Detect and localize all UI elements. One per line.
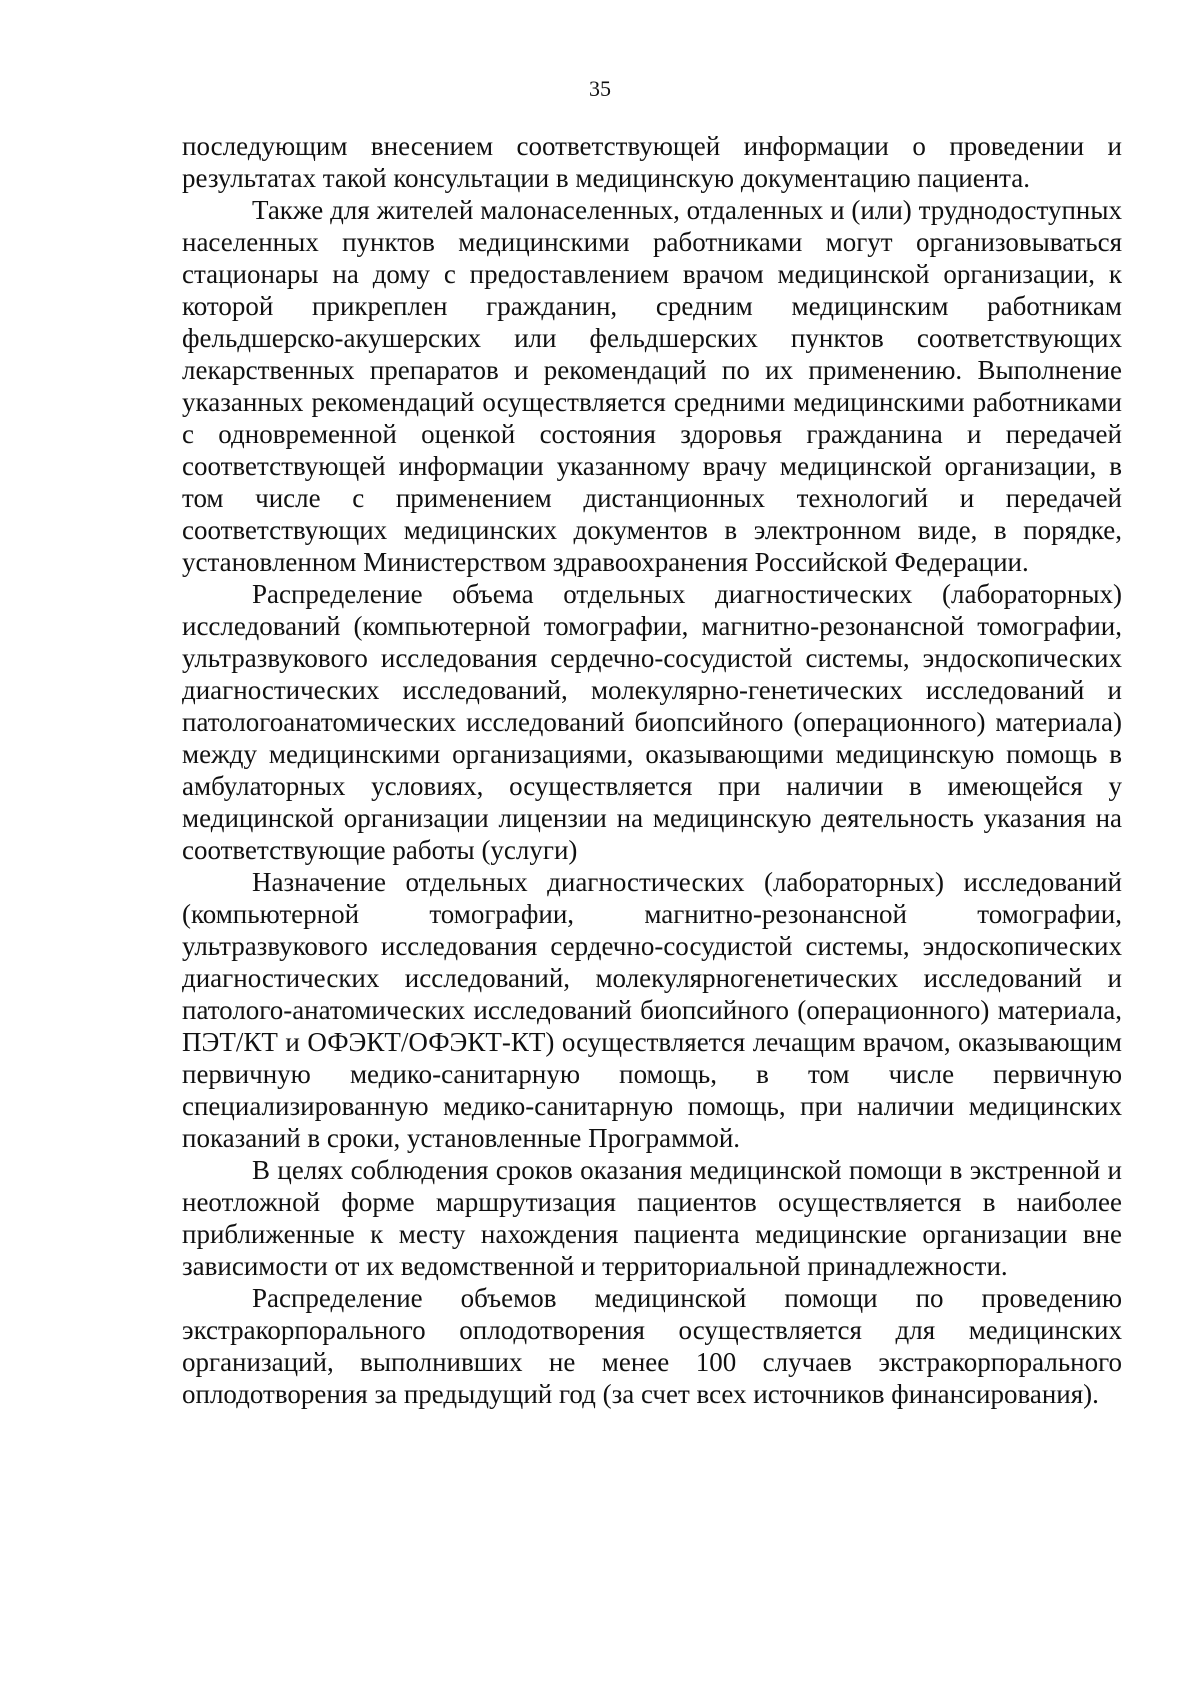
paragraph-diagnostic-prescription: Назначение отдельных диагностических (лабораторных) исследований (компьютерной томографии, магнитно-резонансной томографии, ультразвукового исследования сердечно-сосудистой системы, эндоскопических диагностических исследований, молекулярногенетических исследований и патолого-анатомических исследований биопсийного (операционного) материала, ПЭТ/КТ и ОФЭКТ/ОФЭКТ-КТ) осуществляется лечащим врачом, оказывающим первичную медико-санитарную помощь, в том числе первичную специализированную медико-санитарную помощь, при наличии медицинских показаний в сроки, установленные Программой.: [182, 867, 1122, 1153]
paragraph-diagnostic-distribution: Распределение объема отдельных диагностических (лабораторных) исследований (компьютерной томографии, магнитно-резонансной томографии, ультразвукового исследования сердечно-сосудистой системы, эндоскопических диагностических исследований, молекулярно-генетических исследований и патологоанатомических исследований биопсийного (операционного) материала) между медицинскими организациями, оказывающими медицинскую помощь в амбулаторных условиях, осуществляется при наличии в имеющейся у медицинской организации лицензии на медицинскую деятельность указания на соответствующие работы (услуги): [182, 579, 1122, 865]
paragraph-home-hospitals: Также для жителей малонаселенных, отдаленных и (или) труднодоступных населенных пунктов медицинскими работниками могут организовываться стационары на дому с предоставлением врачом медицинской организации, к которой прикреплен гражданин, средним медицинским работникам фельдшерско-акушерских или фельдшерских пунктов соответствующих лекарственных препаратов и рекомендаций по их применению. Выполнение указанных рекомендаций осуществляется средними медицинскими работниками с одновременной оценкой состояния здоровья гражданина и передачей соответствующей информации указанному врачу медицинской организации, в том числе с применением дистанционных технологий и передачей соответствующих медицинских документов в электронном виде, в порядке, установленном Министерством здравоохранения Российской Федерации.: [182, 195, 1122, 577]
page-number: 35: [589, 76, 611, 101]
paragraph-continuation: последующим внесением соответствующей информации о проведении и результатах такой консультации в медицинскую документацию пациента.: [182, 131, 1122, 193]
document-body: [182, 130, 1122, 1410]
paragraph-ivf-distribution: Распределение объемов медицинской помощи по проведению экстракорпорального оплодотворения осуществляется для медицинских организаций, выполнивших не менее 100 случаев экстракорпорального оплодотворения за предыдущий год (за счет всех источников финансирования).: [182, 1283, 1122, 1409]
paragraph-emergency-routing: В целях соблюдения сроков оказания медицинской помощи в экстренной и неотложной форме маршрутизация пациентов осуществляется в наиболее приближенные к месту нахождения пациента медицинские организации вне зависимости от их ведомственной и территориальной принадлежности.: [182, 1155, 1122, 1281]
